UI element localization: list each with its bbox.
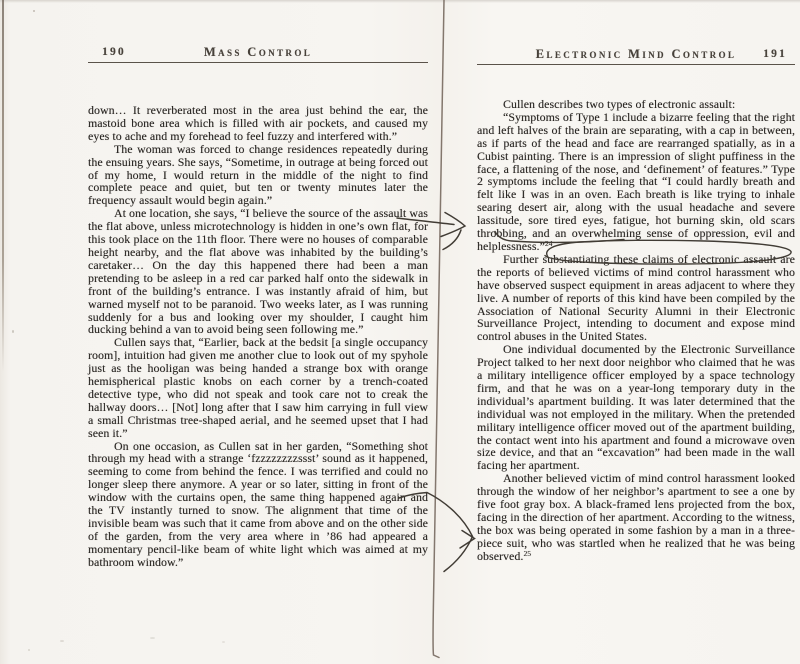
left-page [88, 44, 428, 569]
paragraph: At one location, she says, “I believe the source of the assault was the flat above, unless microtechnology is hidden in one’s own flat, for this took place on the 11th floor. There were no houses of comparable height nearby, and the flat above was inhabited by the building’s caretaker… On the day this happened there had been a man pretending to be asleep in a red car parked half onto the sidewalk in front of the building’s entrance. I was instantly afraid of him, but warned myself not to be paranoid. Two weeks later, as I was running suddenly for a bus and looking over my shoulder, I caught him ducking behind a van to avoid being seen following me.” [88, 206, 428, 337]
scan-speck [33, 10, 35, 12]
scan-speck [28, 649, 30, 651]
left-page-header [88, 44, 428, 63]
scan-speck [222, 641, 225, 643]
paragraph: down… It reverberated most in the area just behind the ear, the mastoid bone area which is filled with air pockets, and caused my eyes to ache and my forehead to feel fuzzy and interfered with.” [88, 103, 428, 143]
right-page-header [477, 46, 795, 65]
paragraph: Cullen describes two types of electronic assault: [503, 97, 736, 111]
scan-gutter-line [433, 0, 444, 658]
left-page-number: 190 [102, 46, 126, 58]
paragraph: Further substantiating these claims of electronic assault are the reports of believed victims of mind control harassment who have observed suspect equipment in areas adjacent to where they live. A number of reports of this kind have been compiled by the Association of National Security Alumni in their Electronic Surveillance Project, intending to document and expose mind control abuses in the United States. [477, 251, 795, 344]
paragraph: The woman was forced to change residences repeatedly during the ensuing years. She says, “Sometime, in outrage at being forced out of my home, I would return in the middle of the night to find complete peace and quiet, but ten or twenty minutes later the frequency assault would begin again.” [88, 141, 428, 208]
right-page-body [477, 98, 795, 563]
scan-speck [12, 330, 14, 333]
footnote-marker: 24 [544, 238, 553, 248]
scan-speck [150, 637, 155, 639]
scan-left-edge-line [2, 0, 4, 372]
right-running-title: Electronic Mind Control [535, 47, 737, 61]
paragraph: One individual documented by the Electronic Surveillance Project talked to her next door neighbor who claimed that he was a military intelligence officer employed by a space technology firm, and that he was on a year-long temporary duty in the individual’s apartment building. It was later determined that the individual was not employed in the military. When the pretended military intelligence officer moved out of the apartment building, the contact went into his apartment and found a microwave oven size device, and that an “excavation” had been made in the wall facing her apartment. [477, 342, 795, 473]
left-running-title: Mass Control [203, 45, 313, 59]
paragraph: “Symptoms of Type 1 include a bizarre feeling that the right and left halves of the brain are separating, with a cap in between, as if parts of the head and face are rearranged spatially, as in a Cubist painting. There is an impression of slight puffiness in the face, a flattening of the nose, and ‘definement’ of features.” Type 2 symptoms include the feeling that “I could hardly breath and felt like I was in an oven. Each breath is like trying to inhale searing desert air, along with the usual headache and severe lassitude, sore tired eyes, fatigue, hot burning skin, old scars throbbing, and an overwhelming sense of oppression, evil and helplessness.”$^{24}$ [477, 109, 795, 253]
right-page [477, 46, 795, 563]
footnote-marker: 25 [523, 548, 531, 558]
right-page-number: 191 [763, 48, 787, 60]
left-page-body [88, 104, 428, 569]
paragraph: Another believed victim of mind control harassment looked through the window of her neighbor’s apartment to see a one by five foot gray box. A black-framed lens projected from the box, facing in the direction of her apartment. According to the witness, the box was being operated in some fashion by a man in a three-piece suit, who was startled when he realized that he was being observed.$^{25}$ [477, 471, 795, 563]
scan-speck [60, 640, 64, 642]
paragraph: On one occasion, as Cullen sat in her garden, “Something shot through my head with a strange ‘fzzzzzzzzssst’ sound as it happened, seeming to come from behind the fence. I was terrified and could no longer sleep there anymore. A year or so later, sitting in front of the window with the curtains open, the same thing happened again and the TV instantly turned to snow. The alignment that time of the invisible beam was such that it came from above and on the other side of the garden, from the very area where in ’86 had appeared a momentary pencil-like beam of white light which was aimed at my bathroom window.” [88, 438, 428, 569]
paragraph: Cullen says that, “Earlier, back at the bedsit [a single occupancy room], intuition had given me another clue to look out of my spyhole just as the hooligan was being handed a strange box with orange hemispherical plastic knobs on each corner by a trench-coated detective type, who did not speak and took care not to creak the hallway doors… [Not] long after that I saw him carrying in full view a small Christmas tree-shaped aerial, and he seemed upset that I had seen it.” [88, 335, 428, 440]
